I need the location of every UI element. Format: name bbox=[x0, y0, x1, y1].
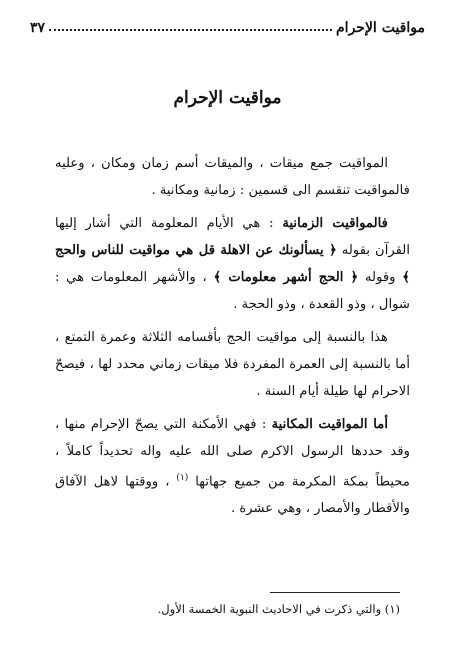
paragraph-3: هذا بالنسبة إلى مواقيت الحج بأقسامه الثلاثة وعمرة التمتع ، أما بالنسبة إلى العمرة المفردة فلا ميقات زماني محدد لها ، فيصحّ الاحرام لها طيلة أيام السنة . bbox=[55, 330, 410, 399]
footnote: (١) والتي ذكرت في الاحاديث النبوية الخمسة الأول. bbox=[157, 602, 400, 616]
paragraph-2-text-b: وقوله bbox=[364, 270, 396, 285]
footnote-divider bbox=[270, 592, 400, 593]
running-header bbox=[30, 12, 425, 36]
paragraph-2-text-c: ، والأشهر المعلومات هي : شوال ، وذو القعدة ، وذو الحجة . bbox=[55, 270, 410, 312]
term-spatial-miqat: أما المواقيت المكانية bbox=[271, 417, 388, 432]
quran-verse-2: ﴿ الحج أشهر معلومات ﴾ bbox=[213, 270, 359, 285]
paragraph-2-text-a: : هي الأيام المعلومة التي أشار إليها القرآن بقوله bbox=[55, 216, 410, 258]
paragraph-4-text-b: ، ووقتها لاهل الآفاق والأقطار والأمصار ، وهي عشرة . bbox=[55, 474, 410, 517]
paragraph-1: المواقيت جمع ميقات ، والميقات أسم زمان ومكان ، وعليه فالمواقيت تنقسم الى قسمين : زمانية ومكانية . bbox=[55, 156, 410, 198]
page-number: ٣٧ bbox=[30, 20, 46, 36]
term-temporal-miqat: فالمواقيت الزمانية bbox=[282, 216, 388, 231]
paragraph-2 bbox=[55, 210, 410, 318]
running-title: مواقيت الإحرام bbox=[336, 20, 425, 36]
body-text bbox=[55, 150, 410, 528]
chapter-title: مواقيت الإحرام bbox=[173, 88, 282, 108]
footnote-reference: (١) bbox=[176, 473, 189, 483]
paragraph-4 bbox=[55, 411, 410, 522]
paragraph-4-text-a: : فهي الأمكنة التي يصحّ الإحرام منها ، وقد حددها الرسول الاكرم صلى الله عليه واله تحديداً كاملاً ، محيطاً بمكة المكرمة من جميع جهاتها bbox=[55, 417, 410, 490]
header-leader-dots bbox=[49, 28, 332, 31]
quran-verse-1: ﴿ يسألونك عن الاهلة قل هي مواقيت للناس والحج ﴾ bbox=[55, 243, 411, 285]
